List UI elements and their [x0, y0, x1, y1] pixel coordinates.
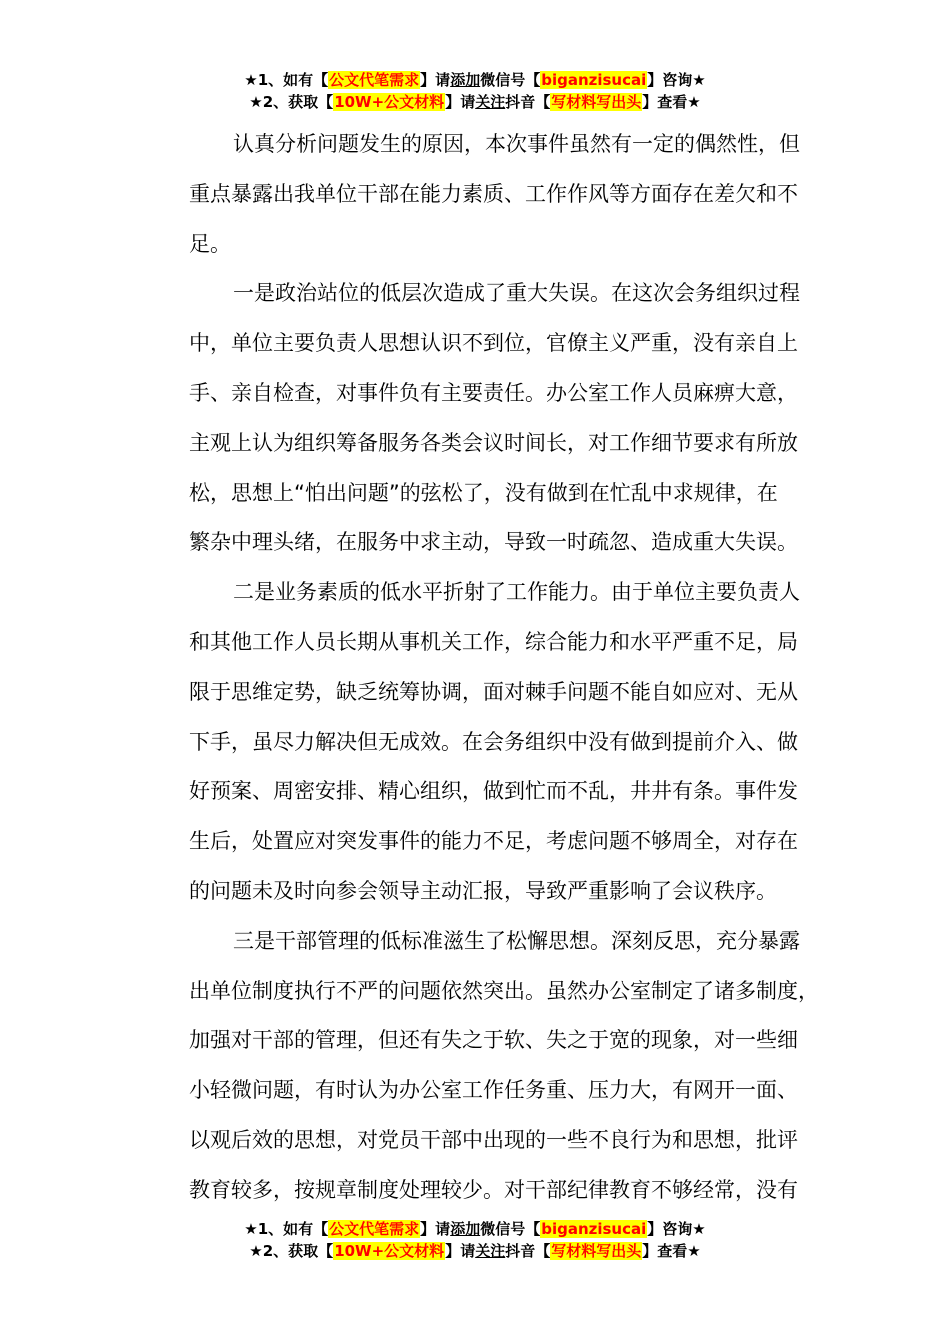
paragraph [145, 568, 810, 917]
banner-text: 】请 [445, 93, 476, 111]
banner-line-1 [0, 69, 950, 91]
footer-banner [0, 1218, 950, 1262]
highlight-wechat-id: biganzisucai [541, 1220, 647, 1238]
text-line: 手、亲自检查，对事件负有主要责任。办公室工作人员麻痹大意， [189, 380, 798, 405]
text-line: 下手，虽尽力解决但无成效。在会务组织中没有做到提前介入、做 [189, 729, 798, 754]
text-line: 小轻微问题，有时认为办公室工作任务重、压力大，有网开一面、 [189, 1078, 798, 1103]
banner-text: 抖音【 [505, 93, 551, 111]
text-line: 认真分析问题发生的原因，本次事件虽然有一定的偶然性，但 [233, 132, 800, 156]
text-line: 松，思想上“怕出问题”的弦松了，没有做到在忙乱中求规律，在 [189, 480, 778, 505]
banner-text: 抖音【 [505, 1242, 551, 1260]
paragraph [145, 120, 810, 269]
banner-text: ★1、如有【 [244, 71, 329, 89]
highlight-douyin-id: 写材料写出头 [551, 93, 642, 111]
highlight-service: 公文代笔需求 [329, 71, 420, 89]
text-line: 和其他工作人员长期从事机关工作，综合能力和水平严重不足，局 [189, 629, 798, 654]
text-line: 二是业务素质的低水平折射了工作能力。由于单位主要负责人 [233, 580, 800, 605]
banner-text: 微信号【 [480, 1220, 541, 1238]
text-line: 限于思维定势，缺乏统筹协调，面对棘手问题不能自如应对、无从 [189, 679, 798, 704]
text-line: 出单位制度执行不严的问题依然突出。虽然办公室制定了诸多制度， [189, 978, 819, 1003]
banner-emphasis: 关注 [475, 93, 506, 111]
highlight-service: 公文代笔需求 [329, 1220, 420, 1238]
banner-emphasis: 添加 [450, 1220, 481, 1238]
header-banner [0, 69, 950, 113]
highlight-douyin-id: 写材料写出头 [551, 1242, 642, 1260]
banner-text: ★1、如有【 [244, 1220, 329, 1238]
banner-text: ★2、获取【 [249, 93, 334, 111]
highlight-materials: 10W+公文材料 [334, 93, 445, 111]
text-line: 好预案、周密安排、精心组织，做到忙而不乱，井井有条。事件发 [189, 779, 798, 804]
banner-text: 】查看★ [642, 1242, 701, 1260]
text-line: 的问题未及时向参会领导主动汇报，导致严重影响了会议秩序。 [189, 878, 777, 903]
text-line: 加强对干部的管理，但还有失之于软、失之于宽的现象，对一些细 [189, 1028, 798, 1053]
text-line: 一是政治站位的低层次造成了重大失误。在这次会务组织过程 [233, 281, 800, 306]
banner-text: 】咨询★ [647, 1220, 706, 1238]
highlight-materials: 10W+公文材料 [334, 1242, 445, 1260]
text-line: 中，单位主要负责人思想认识不到位，官僚主义严重，没有亲自上 [189, 331, 798, 356]
text-line: 生后，处置应对突发事件的能力不足，考虑问题不够周全，对存在 [189, 829, 798, 854]
text-line: 三是干部管理的低标准滋生了松懈思想。深刻反思，充分暴露 [233, 928, 800, 953]
banner-text: ★2、获取【 [249, 1242, 334, 1260]
text-line: 主观上认为组织筹备服务各类会议时间长，对工作细节要求有所放 [189, 430, 798, 455]
banner-text: 】请 [420, 71, 451, 89]
text-line: 以观后效的思想，对党员干部中出现的一些不良行为和思想，批评 [189, 1127, 798, 1152]
text-line: 足。 [189, 231, 231, 256]
document-body [145, 120, 819, 1216]
banner-line-1 [0, 1218, 950, 1240]
banner-text: 】咨询★ [647, 71, 706, 89]
banner-emphasis: 关注 [475, 1242, 506, 1260]
banner-text: 】请 [420, 1220, 451, 1238]
banner-text: 】查看★ [642, 93, 701, 111]
banner-line-2 [0, 1240, 950, 1262]
text-line: 教育较多，按规章制度处理较少。对干部纪律教育不够经常，没有 [189, 1177, 798, 1202]
banner-text: 】请 [445, 1242, 476, 1260]
text-line: 繁杂中理头绪，在服务中求主动，导致一时疏忽、造成重大失误。 [189, 530, 798, 555]
highlight-wechat-id: biganzisucai [541, 71, 647, 89]
paragraph [145, 917, 819, 1216]
banner-line-2 [0, 91, 950, 113]
banner-emphasis: 添加 [450, 71, 481, 89]
text-line: 重点暴露出我单位干部在能力素质、工作作风等方面存在差欠和不 [189, 181, 798, 206]
paragraph [145, 269, 810, 568]
banner-text: 微信号【 [480, 71, 541, 89]
